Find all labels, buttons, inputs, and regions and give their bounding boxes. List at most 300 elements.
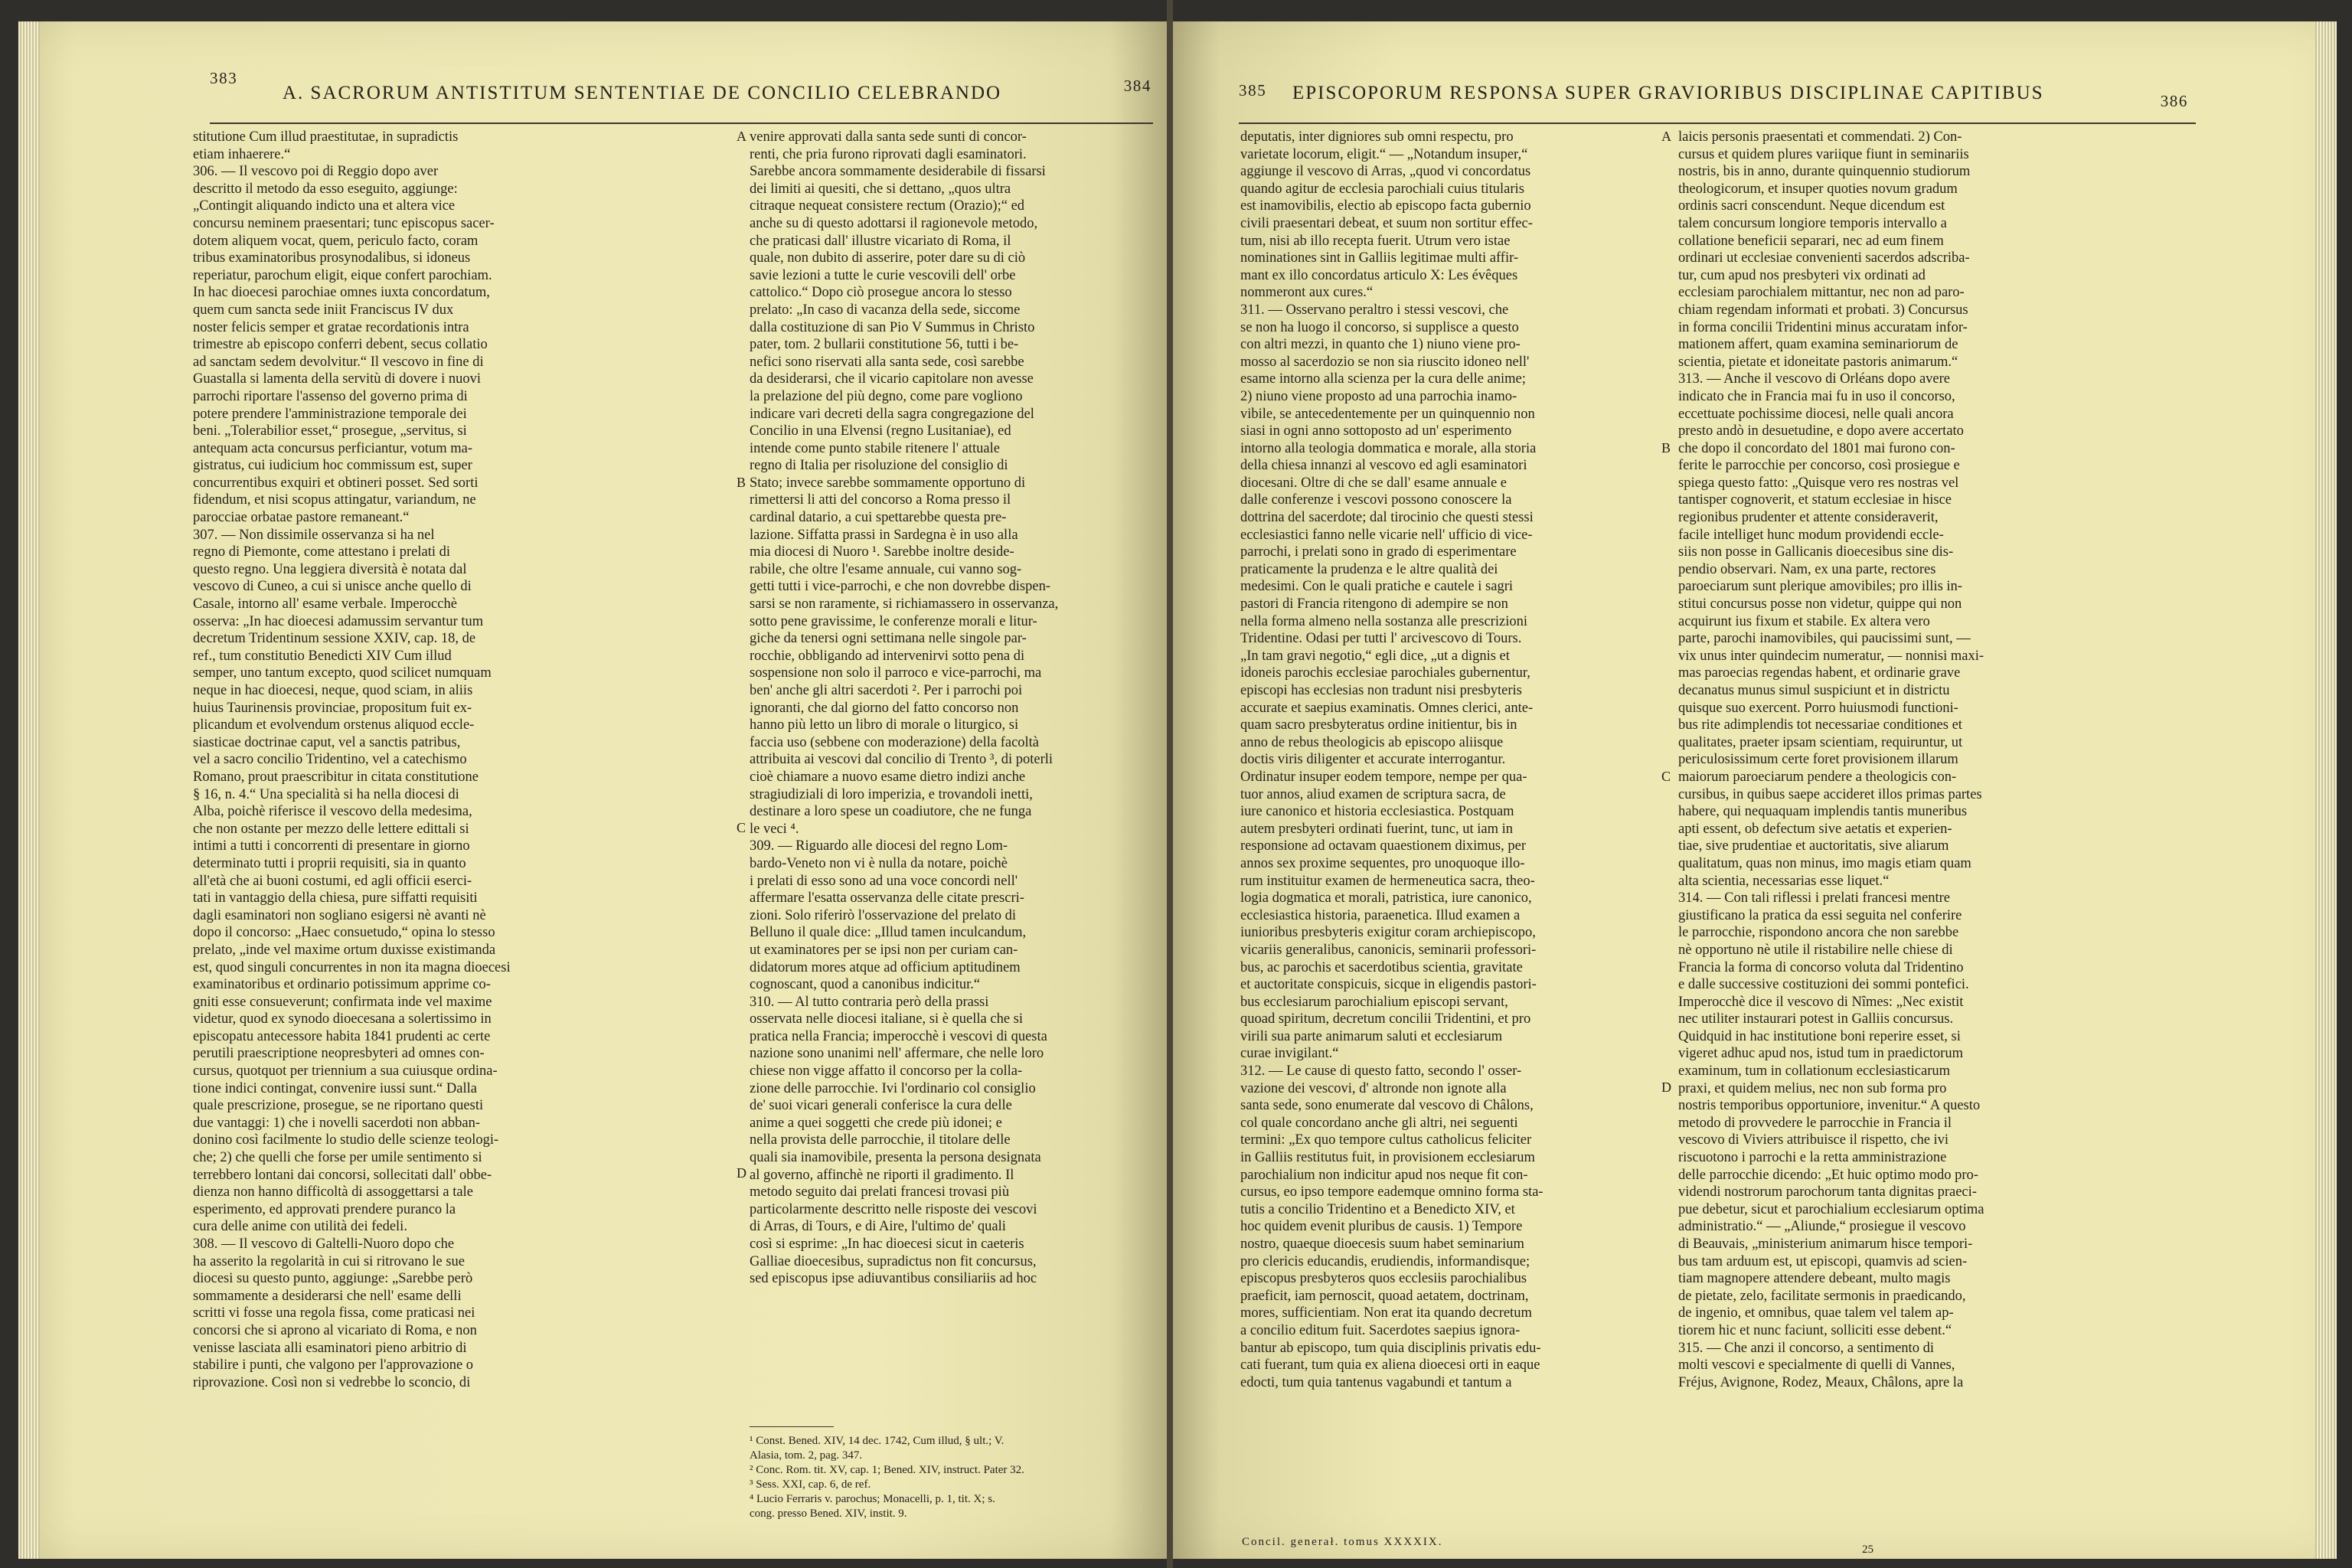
text-line: de ingenio, et omnibus, quae talem vel talem ap-: [1678, 1305, 1954, 1321]
text-line: diocesi su questo punto, aggiunge: „Sarebbe però: [193, 1271, 473, 1287]
text-line: giche da tenersi ogni settimana nelle singole par-: [750, 631, 1027, 647]
text-line: mores, sufficientiam. Non erat ita quando decretum: [1240, 1305, 1532, 1321]
text-line: ut examinatores per se ipsi non per curiam can-: [750, 942, 1018, 958]
text-line: noster felicis semper et gratae recordationis intra: [193, 319, 469, 335]
text-line: sotto pene gravissime, le conferenze morali e litur-: [750, 613, 1037, 629]
text-column-left: [193, 129, 580, 1391]
text-line: da desiderarsi, che il vicario capitolare non avesse: [750, 371, 1034, 387]
left-page: [18, 21, 1167, 1559]
text-line: nazione sono unanimi nell' affermare, che nelle loro: [750, 1046, 1044, 1062]
text-line: savie lezioni a tutte le curie vescovili dell' orbe: [750, 267, 1016, 283]
text-line: medesimi. Con le quali pratiche e cautele i sagri: [1240, 579, 1513, 595]
text-line: ref., tum constitutio Benedicti XIV Cum illud: [193, 648, 452, 664]
footnote: ³ Sess. XXI, cap. 6, de ref.: [750, 1478, 871, 1491]
text-line: nefici sono riservati alla santa sede, così sarebbe: [750, 354, 1024, 370]
footnote: ¹ Const. Bened. XIV, 14 dec. 1742, Cum illud, § ult.; V.: [750, 1435, 1004, 1447]
text-line: 311. — Osservano peraltro i stessi vescovi, che: [1240, 302, 1509, 318]
text-column-left: [1240, 129, 1650, 1391]
text-line: est inamovibilis, electio ab episcopo facta gubernio: [1240, 198, 1531, 214]
text-line: mia diocesi di Nuoro ¹. Sarebbe inoltre deside-: [750, 544, 1014, 560]
book-gutter: [1167, 0, 1173, 1568]
text-line: ferite le parrocchie per concorso, così prosiegue e: [1678, 458, 1960, 474]
text-line: perutili praescriptione neopresbyteri ad omnes con-: [193, 1046, 485, 1062]
margin-letter: C: [737, 820, 746, 835]
text-line: reperiatur, parochum eligit, eique confert parochiam.: [193, 267, 492, 283]
text-line: hanno più letto un libro di morale o liturgico, si: [750, 717, 1019, 733]
text-line: concorsi che si aprono al vicariato di Roma, e non: [193, 1322, 477, 1338]
text-line: decanatus munus simul suspiciunt et in districtu: [1678, 683, 1950, 698]
text-line: vicariis generalibus, canonicis, seminarii professori-: [1240, 942, 1537, 958]
text-line: de' suoi vicari generali conferisce la cura delle: [750, 1098, 1012, 1114]
text-line: annos sex proxime sequentes, pro unoquoque illo-: [1240, 855, 1525, 871]
text-line: vel a sacro concilio Tridentino, vel a catechismo: [193, 752, 467, 768]
text-line: quale prescrizione, prosegue, se ne riportano questi: [193, 1098, 484, 1114]
text-line: destinare a loro spese un coadiutore, che ne funga: [750, 804, 1032, 820]
text-line: anime a quei soggetti che crede più idonei; e: [750, 1115, 1002, 1131]
text-line: prelato: „In caso di vacanza della sede, siccome: [750, 302, 1021, 318]
text-line: semper, uno tantum excepto, quod scilicet numquam: [193, 665, 492, 681]
text-line: giustificano la pratica da essi seguita nel conferire: [1678, 907, 1962, 923]
text-line: nella forma almeno nella sostanza alle prescrizioni: [1240, 613, 1527, 629]
signature-mark: Concil. generał. tomus XXXXIX.: [1242, 1536, 1443, 1548]
text-line: ordinis sacri conscendunt. Neque dicendum est: [1678, 198, 1945, 214]
margin-letter: A: [1661, 129, 1671, 144]
text-line: Fréjus, Avignone, Rodez, Meaux, Châlons, apre la: [1678, 1374, 1964, 1390]
text-line: vazione dei vescovi, d' altronde non ignote alla: [1240, 1080, 1507, 1096]
text-line: tiam magnopere attendere debeant, multo magis: [1678, 1271, 1951, 1287]
text-line: eccettuate pochissime diocesi, nelle quali ancora: [1678, 406, 1954, 422]
text-line: episcopi has ecclesias non tradunt nisi presbyteris: [1240, 683, 1522, 698]
text-line: sospensione non solo il parroco e vice-parrochi, ma: [750, 665, 1042, 681]
text-line: ben' anche gli altri sacerdoti ². Per i parrochi poi: [750, 683, 1023, 698]
text-line: Romano, prout praescribitur in citata constitutione: [193, 769, 479, 785]
text-line: dienza non hanno difficoltà di assoggettarsi a tale: [193, 1184, 473, 1200]
text-line: siis non posse in Gallicanis dioecesibus sine dis-: [1678, 544, 1954, 560]
text-line: venire approvati dalla santa sede sunti di concor-: [750, 129, 1027, 145]
text-line: laicis personis praesentati et commendati. 2) Con-: [1678, 129, 1962, 145]
text-line: edocti, tum quia tantenus vagabundi et tantum a: [1240, 1374, 1512, 1390]
text-line: Tridentine. Odasi per tutti l' arcivescovo di Tours.: [1240, 631, 1522, 647]
text-line: gniti esse consueverunt; confirmata inde vel maxime: [193, 994, 492, 1010]
text-line: bus, ac parochis et sacerdotibus scientia, gravitate: [1240, 959, 1523, 975]
text-line: indicare vari decreti della sagra congregazione del: [750, 406, 1034, 422]
text-line: sommamente a desiderarsi che nell' esame delli: [193, 1288, 462, 1304]
text-line: administratio.“ — „Aliunde,“ prosiegue il vescovo: [1678, 1219, 1966, 1235]
text-line: vibile, se antecedentemente per un quinquennio non: [1240, 406, 1535, 422]
text-line: metodo di provvedere le parrocchie in Francia il: [1678, 1115, 1952, 1131]
text-line: intorno alla teologia dommatica e morale, alla storia: [1240, 440, 1537, 456]
text-line: 313. — Anche il vescovo di Orléans dopo avere: [1678, 371, 1951, 387]
page-number: 383: [210, 69, 238, 87]
text-line: Concilio in una Elvensi (regno Lusitaniae), ed: [750, 423, 1011, 439]
text-line: mosso al sacerdozio se non sia riuscito idoneo nell': [1240, 354, 1530, 370]
text-line: autem presbyteri ordinati fuerint, tunc, ut iam in: [1240, 821, 1514, 837]
text-line: le veci ⁴.: [750, 821, 799, 837]
margin-letter: C: [1661, 769, 1671, 784]
text-line: quisque suo exercent. Porro huiusmodi functioni-: [1678, 700, 1958, 716]
text-line: parocciae orbatae pastore remaneant.“: [193, 510, 410, 526]
margin-letter: B: [737, 475, 746, 490]
text-line: getti tutti i vice-parrochi, e che non dovrebbe dispen-: [750, 579, 1050, 595]
text-line: osservata nelle diocesi italiane, si è quella che si: [750, 1011, 1024, 1027]
text-line: mas paroecias regendas habent, et ordinarie grave: [1678, 665, 1961, 681]
text-line: delle parrocchie dicendo: „Et huic optimo modo pro-: [1678, 1167, 1978, 1183]
text-line: Alba, poichè riferisce il vescovo della medesima,: [193, 804, 472, 820]
text-line: iure canonico et historia ecclesiastica. Postquam: [1240, 804, 1514, 820]
page-number: 385: [1239, 81, 1267, 100]
text-line: stitutione Cum illud praestitutae, in supradictis: [193, 129, 459, 145]
text-line: videtur, quod ex synodo dioecesana a solertissimo in: [193, 1011, 492, 1027]
footnote-rule: [750, 1426, 834, 1427]
text-line: della chiesa innanzi al vescovo ed agli esaminatori: [1240, 458, 1527, 474]
text-line: cioè chiamare a nuovo esame dietro indizi anche: [750, 769, 1026, 785]
text-line: bus ecclesiarum parochialium episcopi servant,: [1240, 994, 1508, 1010]
text-line: santa sede, sono enumerate dal vescovo di Châlons,: [1240, 1098, 1534, 1114]
text-line: a concilio editum fuit. Sacerdotes saepius ignora-: [1240, 1322, 1521, 1338]
text-line: quoad spiritum, decretum concilii Tridentini, et pro: [1240, 1011, 1531, 1027]
text-line: paroeciarum sunt plerique amovibiles; pro illis in-: [1678, 579, 1962, 595]
text-line: virili sua parte animarum saluti et ecclesiarum: [1240, 1028, 1503, 1044]
text-line: tutis a concilio Tridentino et a Benedicto XIV, et: [1240, 1201, 1515, 1217]
text-line: che; 2) che quelli che forse per umile sentimento si: [193, 1150, 482, 1166]
text-line: 2) niuno viene proposto ad una parrochia inamo-: [1240, 388, 1517, 404]
text-line: alta scientia, necessarias esse liquet.“: [1678, 873, 1890, 889]
text-line: nostro, quaeque dioecesis suum habet seminarium: [1240, 1236, 1524, 1252]
text-line: di Arras, di Tours, e di Aire, l'ultimo de' quali: [750, 1219, 1006, 1235]
text-line: didatorum mores atque ad officium aptitudinem: [750, 959, 1021, 975]
text-line: rocchie, obbligando ad intervenirvi sotto pena di: [750, 648, 1025, 664]
text-line: mant ex illo concordatus articulo X: Les évêques: [1240, 267, 1518, 283]
text-line: qualitatum, quas non minus, imo magis etiam quam: [1678, 855, 1971, 871]
text-line: tati in vantaggio della chiesa, pure siffatti requisiti: [193, 890, 478, 906]
text-line: bus tam arduum est, ut episcopi, quamvis ad scien-: [1678, 1253, 1968, 1269]
text-line: i prelati di esso sono ad una voce concordi nell': [750, 873, 1018, 889]
text-line: bus rite adimplendis tot necessariae conditiones et: [1678, 717, 1962, 733]
text-line: e dalle successive costituzioni dei sommi pontefici.: [1678, 977, 1969, 993]
text-line: dopo il concorso: „Haec consuetudo,“ opina lo stesso: [193, 925, 495, 941]
text-line: nommeront aux cures.“: [1240, 285, 1374, 301]
margin-letter: B: [1661, 440, 1671, 456]
page-edge: [2315, 21, 2337, 1559]
text-line: habere, qui nequaquam implendis tantis muneribus: [1678, 804, 1968, 820]
text-line: donino così facilmente lo studio delle scienze teologi-: [193, 1132, 499, 1148]
head-rule: [1239, 122, 2196, 124]
text-line: ignoranti, che dal giorno del fatto concorso non: [750, 700, 1019, 716]
text-line: decretum Tridentinum sessione XXIV, cap. 18, de: [193, 631, 476, 647]
text-line: Casale, intorno all' esame verbale. Imperocchè: [193, 596, 457, 612]
text-line: tione indici contingat, convenire iussi sunt.“ Dalla: [193, 1080, 477, 1096]
text-line: questo regno. Una leggiera diversità è notata dal: [193, 561, 467, 577]
text-line: osserva: „In hac dioecesi adamussim servantur tum: [193, 613, 484, 629]
text-line: examinatoribus et ordinario potissimum apprime co-: [193, 977, 491, 993]
text-line: nè opportuno nè utile il ristabilire nelle chiese di: [1678, 942, 1953, 958]
text-line: che dopo il concordato del 1801 mai furono con-: [1678, 440, 1955, 456]
text-line: prelato, „inde vel maxime ortum duxisse existimanda: [193, 942, 496, 958]
text-line: tuor annos, aliud examen de scriptura sacra, de: [1240, 786, 1506, 802]
text-line: deputatis, inter digniores sub omni respectu, pro: [1240, 129, 1514, 145]
text-line: scritti vi fosse una regola fissa, come praticasi nei: [193, 1305, 475, 1321]
text-line: dottrina del sacerdote; dal tirocinio che questi stessi: [1240, 510, 1534, 526]
text-line: tantisper cognoverit, et statum ecclesiae in hisce: [1678, 492, 1952, 508]
text-line: cardinal datario, a cui spettarebbe questa pre-: [750, 510, 1007, 526]
text-line: responsione ad octavam quaestionem diximus, per: [1240, 838, 1526, 854]
text-line: scientia, pietate et idoneitate pastoris animarum.“: [1678, 354, 1958, 370]
text-line: bantur ab episcopo, tum quia disciplinis privatis edu-: [1240, 1340, 1541, 1356]
text-line: chiese non vigge affatto il concorso per la colla-: [750, 1063, 1023, 1080]
text-line: le parrocchie, rispondono ancora che non sarebbe: [1678, 925, 1959, 941]
text-line: vix unus inter quindecim numeratur, — nonnisi maxi-: [1678, 648, 1984, 664]
text-line: zioni. Solo riferirò l'osservazione del prelato di: [750, 907, 1017, 923]
text-line: civili praesentari debeat, et suum non sortitur effec-: [1240, 215, 1533, 231]
text-line: 315. — Che anzi il concorso, a sentimento di: [1678, 1340, 1934, 1356]
text-line: potere prendere l'amministrazione temporale dei: [193, 406, 467, 422]
text-line: siasi in ogni anno sottoposto ad un' esperimento: [1240, 423, 1512, 439]
text-line: videndi nostrorum parochorum tanta dignitas praeci-: [1678, 1184, 1977, 1200]
text-line: plicandum et evolvendum orstenus aliquod eccle-: [193, 717, 475, 733]
text-line: quem cum sancta sede iniit Franciscus IV dux: [193, 302, 454, 318]
text-line: venisse lasciata alli esaminatori pieno arbitrio di: [193, 1340, 467, 1356]
text-line: la prelazione del più degno, come pare vogliono: [750, 388, 1023, 404]
text-line: ecclesiastica historia, paraenetica. Illud examen a: [1240, 907, 1521, 923]
text-line: in Galliis restitutus fuit, in provisionem ecclesiarum: [1240, 1150, 1535, 1166]
text-line: examinum, tum in collationum ecclesiasticarum: [1678, 1063, 1950, 1080]
text-line: tiorem hic et nunc faciunt, solliciti esse debent.“: [1678, 1322, 1952, 1338]
text-line: presto andò in desuetudine, e dopo avere accertato: [1678, 423, 1964, 439]
text-line: pro clericis educandis, erudiendis, informandisque;: [1240, 1253, 1530, 1269]
text-line: chiam regendam informati et probati. 3) Concursus: [1678, 302, 1968, 318]
text-line: et auctoritate conspicuis, sicque in eligendis pastori-: [1240, 977, 1537, 993]
text-line: neque in hac dioecesi, neque, quod sciam, in aliis: [193, 683, 473, 698]
text-line: siasticae doctrinae caput, vel a sanctis patribus,: [193, 734, 461, 750]
text-line: regionibus prudenter et attente consideraverit,: [1678, 510, 1939, 526]
page-number: 384: [1123, 77, 1152, 95]
text-line: riprovazione. Così non si vedrebbe lo sconcio, di: [193, 1374, 471, 1390]
text-line: iunioribus presbyteris exigitur coram archiepiscopo,: [1240, 925, 1536, 941]
text-line: Guastalla si lamenta della servitù di dovere i nuovi: [193, 371, 482, 387]
text-line: episcopatu antecessore habita 1841 prudenti ac certe: [193, 1028, 491, 1044]
text-line: quam sacro presbyteratus ordine initientur, bis in: [1240, 717, 1517, 733]
text-line: molti vescovi e specialmente di quelli di Vannes,: [1678, 1357, 1955, 1374]
text-line: determinato tutti i proprii requisiti, sia in quanto: [193, 855, 466, 871]
text-line: cursibus, in quibus saepe accideret illos primas partes: [1678, 786, 1982, 802]
text-line: nostris, bis in anno, durante quinquennio studiorum: [1678, 164, 1971, 180]
page-edge: [18, 21, 40, 1559]
text-line: anno de rebus theologicis ab episcopo aliisque: [1240, 734, 1504, 750]
text-line: 309. — Riguardo alle diocesi del regno Lom-: [750, 838, 1008, 854]
text-line: esame intorno alla scienza per la cura delle anime;: [1240, 371, 1526, 387]
text-line: stitui concursus posse non videtur, quippe qui non: [1678, 596, 1962, 612]
text-line: pue debetur, sicut et parochialium ecclesiarum optima: [1678, 1201, 1984, 1217]
text-line: riscuotono i parrochi e la retta amministrazione: [1678, 1150, 1947, 1166]
text-line: bardo-Veneto non vi è nulla da notare, poichè: [750, 855, 1008, 871]
text-line: „Contingit aliquando indicto una et altera vice: [193, 198, 456, 214]
text-line: mationem affert, quam examina seminariorum de: [1678, 337, 1958, 353]
text-line: talem concursum longiore temporis intervallo a: [1678, 215, 1947, 231]
text-line: sarsi se non raramente, si richiamassero in osservanza,: [750, 596, 1059, 612]
text-line: parrochi, i prelati sono in grado di esperimentare: [1240, 544, 1517, 560]
text-line: est, quod singuli concurrentes in non ita magna dioecesi: [193, 959, 511, 975]
text-line: Belluno il quale dice: „Illud tamen inculcandum,: [750, 925, 1027, 941]
text-line: particolarmente descritto nelle risposte dei vescovi: [750, 1201, 1037, 1217]
text-line: rabile, che oltre l'esame annuale, cui vanno sog-: [750, 561, 1022, 577]
text-line: spiega questo fatto: „Quisque vero res nostras vel: [1678, 475, 1959, 491]
text-line: acquirunt ius fixum et stabile. Ex altera vero: [1678, 613, 1930, 629]
text-line: 308. — Il vescovo di Galtelli-Nuoro dopo che: [193, 1236, 455, 1252]
text-line: doctis viris diligenter et accurate interrogantur.: [1240, 752, 1506, 768]
text-line: indicato che in Francia mai fu in uso il concorso,: [1678, 388, 1955, 404]
text-line: nec utiliter instaurari potest in Galliis concursus.: [1678, 1011, 1954, 1027]
text-line: parochialium non indicitur apud nos neque fit con-: [1240, 1167, 1528, 1183]
text-line: 307. — Non dissimile osservanza si ha nel: [193, 527, 435, 543]
text-line: § 16, n. 4.“ Una specialità si ha nella diocesi di: [193, 786, 459, 802]
text-line: Sarebbe ancora sommamente desiderabile di fissarsi: [750, 164, 1046, 180]
text-line: vescovo di Viviers attribuisce il rispetto, che ivi: [1678, 1132, 1949, 1148]
text-line: logia dogmatica et morali, patristica, iure canonico,: [1240, 890, 1532, 906]
text-line: maiorum paroeciarum pendere a theologicis con-: [1678, 769, 1957, 785]
text-line: al governo, affinchè ne riporti il gradimento. Il: [750, 1167, 1014, 1183]
text-line: diocesani. Oltre di che se dall' esame annuale e: [1240, 475, 1508, 491]
text-line: accurate et saepius examinatis. Omnes clerici, ante-: [1240, 700, 1534, 716]
text-column-right: [1678, 129, 2092, 1391]
text-line: quali sia inamovibile, presenta la persona designata: [750, 1150, 1041, 1166]
text-line: Stato; invece sarebbe sommamente opportuno di: [750, 475, 1026, 491]
text-line: all'età che ai buoni costumi, ed agli officii eserci-: [193, 873, 472, 889]
text-line: dalle conferenze i vescovi possono conoscere la: [1240, 492, 1512, 508]
page-number: 386: [2160, 92, 2188, 110]
text-line: praxi, et quidem melius, nec non sub forma pro: [1678, 1080, 1947, 1096]
text-line: nella provista delle parrocchie, il titolare delle: [750, 1132, 1011, 1148]
footnote: ⁴ Lucio Ferraris v. parochus; Monacelli, p. 1, tit. X; s.: [750, 1493, 995, 1505]
text-line: col quale concordano anche gli altri, nei seguenti: [1240, 1115, 1518, 1131]
text-line: gistratus, cui iudicium hoc commissum est, super: [193, 458, 472, 474]
text-line: theologicorum, et insuper quoties novum gradum: [1678, 181, 1958, 197]
text-line: parrochi riportare l'assenso del governo prima di: [193, 388, 468, 404]
text-line: Galliae dioecesibus, supradictus non fit concursus,: [750, 1253, 1037, 1269]
text-line: tiae, sive prudentiae et auctoritatis, sive aliarum: [1678, 838, 1949, 854]
text-line: tum, nisi ab illo recepta fuerit. Utrum vero istae: [1240, 233, 1511, 249]
text-line: rum instituitur examen de hermeneutica sacra, theo-: [1240, 873, 1535, 889]
running-head-title: A. SACRORUM ANTISTITUM SENTENTIAE DE CONCILIO CELEBRANDO: [283, 83, 1002, 103]
text-line: rimettersi li atti del concorso a Roma presso il: [750, 492, 1011, 508]
text-line: In hac dioecesi parochiae omnes iuxta concordatum,: [193, 285, 490, 301]
text-line: di Beauvais, „ministerium animarum hisce tempori-: [1678, 1236, 1973, 1252]
text-line: che non ostante per mezzo delle lettere edittali si: [193, 821, 469, 837]
text-line: pastori di Francia ritengono di adempire se non: [1240, 596, 1508, 612]
text-line: descritto il metodo da esso eseguito, aggiunge:: [193, 181, 458, 197]
text-line: cattolico.“ Dopo ciò prosegue ancora lo stesso: [750, 285, 1012, 301]
text-line: Imperocchè dice il vescovo di Nîmes: „Nec existit: [1678, 994, 1964, 1010]
text-line: metodo seguito dai prelati francesi trovasi più: [750, 1184, 1010, 1200]
text-line: apti essent, ob defectum sive aetatis et experien-: [1678, 821, 1952, 837]
text-line: esperimento, ed approvati prendere puranco la: [193, 1201, 456, 1217]
text-line: huius Taurinensis provinciae, propositum fuit ex-: [193, 700, 472, 716]
text-line: antequam acta concursus perficiantur, votum ma-: [193, 440, 473, 456]
text-line: tribus examinatoribus prosynodalibus, si idoneus: [193, 250, 471, 266]
text-line: 306. — Il vescovo poi di Reggio dopo aver: [193, 164, 439, 180]
right-page: [1173, 21, 2337, 1559]
text-line: nominationes sint in Galliis legitimae multi affir-: [1240, 250, 1519, 266]
text-line: renti, che pria furono riprovati dagli esaminatori.: [750, 146, 1027, 162]
text-line: dagli esaminatori non sogliano esigersi nè avanti nè: [193, 907, 486, 923]
text-line: stabilire i punti, che valgono per l'approvazione o: [193, 1357, 474, 1374]
text-line: intende come punto stabile ritenere l' attuale: [750, 440, 1000, 456]
text-line: ecclesiastici fanno nelle vicarie nell' ufficio di vice-: [1240, 527, 1533, 543]
text-line: concurrentibus exquiri et obtineri posset. Sed sorti: [193, 475, 479, 491]
text-line: aggiunge il vescovo di Arras, „quod vi concordatus: [1240, 164, 1531, 180]
text-line: cursus, eo ipso tempore eademque omnino forma sta-: [1240, 1184, 1544, 1200]
text-line: ordinari ut ecclesiae convenienti sacerdos adscriba-: [1678, 250, 1970, 266]
text-line: se non ha luogo il concorso, si supplisce a questo: [1240, 319, 1519, 335]
text-line: pendio observari. Nam, ex una parte, rectores: [1678, 561, 1936, 577]
text-line: collatione beneficii separari, nec ad eum finem: [1678, 233, 1944, 249]
text-line: idoneis parochis ecclesiae parochiales gubernentur,: [1240, 665, 1530, 681]
text-line: quale, non dubito di asserire, poter dare su di ciò: [750, 250, 1026, 266]
text-line: che praticasi dall' illustre vicariato di Roma, il: [750, 233, 1011, 249]
footnote: ² Conc. Rom. tit. XV, cap. 1; Bened. XIV, instruct. Pater 32.: [750, 1464, 1024, 1476]
text-line: vescovo di Cuneo, a cui si unisce anche quello di: [193, 579, 472, 595]
text-line: episcopus presbyteros quos ecclesiis parochialibus: [1240, 1271, 1527, 1287]
head-rule: [210, 122, 1153, 124]
text-line: praticamente la prudenza e le altre qualità dei: [1240, 561, 1498, 577]
text-line: pratica nella Francia; imperocchè i vescovi di questa: [750, 1028, 1047, 1044]
text-line: dotem aliquem vocat, quem, periculo facto, coram: [193, 233, 479, 249]
text-line: dei limiti ai quesiti, che si dettano, „quos ultra: [750, 181, 1011, 197]
text-line: cura delle anime con utilità dei fedeli.: [193, 1219, 407, 1235]
text-line: con altri mezzi, in quanto che 1) niuno viene pro-: [1240, 337, 1521, 353]
text-line: cursus, quotquot per triennium a sua cuiusque ordina-: [193, 1063, 498, 1080]
text-line: citraque nequeat consistere rectum (Orazio);“ ed: [750, 198, 1025, 214]
text-line: sed episcopus ipse adiuvantibus consiliariis ad hoc: [750, 1271, 1037, 1287]
text-line: regno di Italia per risoluzione del consiglio di: [750, 458, 1008, 474]
text-line: due vantaggi: 1) che i novelli sacerdoti non abban-: [193, 1115, 481, 1131]
text-line: qualitates, praeter ipsam scientiam, requiruntur, ut: [1678, 734, 1963, 750]
text-line: nostris temporibus opportuniore, invenitur.“ A questo: [1678, 1098, 1981, 1114]
text-line: cognoscant, quod a canonibus indicitur.“: [750, 977, 981, 993]
text-line: attribuita ai vescovi dal concilio di Trento ³, di poterli: [750, 752, 1054, 768]
margin-letter: D: [737, 1165, 746, 1181]
text-line: quando agitur de ecclesia parochiali cuius titularis: [1240, 181, 1524, 197]
text-line: praeficit, iam pernoscit, quoad aetatem, doctrinam,: [1240, 1288, 1529, 1304]
text-line: Francia la forma di concorso voluta dal Tridentino: [1678, 959, 1964, 975]
text-line: etiam inhaerere.“: [193, 146, 291, 162]
text-line: così si esprime: „In hac dioecesi sicut in caeteris: [750, 1236, 1024, 1252]
text-line: terrebbero lontani dai concorsi, sollecitati dall' obbe-: [193, 1167, 492, 1183]
text-line: concursu neminem praesentari; tunc episcopus sacer-: [193, 215, 495, 231]
text-line: ha asserito la regolarità in cui si ritrovano le sue: [193, 1253, 465, 1269]
text-line: hoc quidem evenit pluribus de causis. 1) Tempore: [1240, 1219, 1523, 1235]
text-line: cati fuerant, tum quia ex aliena dioecesi orti in eaque: [1240, 1357, 1540, 1374]
text-line: zione delle parrocchie. Ivi l'ordinario col consiglio: [750, 1080, 1036, 1096]
text-line: trimestre ab episcopo conferri debent, secus collatio: [193, 337, 488, 353]
text-line: faccia uso (sebbene con moderazione) della facoltà: [750, 734, 1040, 750]
text-line: „In tam gravi negotio,“ egli dice, „ut a dignis et: [1240, 648, 1510, 664]
text-line: beni. „Tolerabilior esset,“ prosegue, „servitus, si: [193, 423, 467, 439]
footnotes: [750, 1434, 1148, 1521]
text-line: varietate locorum, eligit.“ — „Notandum insuper,“: [1240, 146, 1528, 162]
text-line: regno di Piemonte, come attestano i prelati di: [193, 544, 450, 560]
text-line: fidendum, et nisi scopus attingatur, variandum, ne: [193, 492, 476, 508]
text-line: cursus et quidem plures variique fiunt in seminariis: [1678, 146, 1969, 162]
text-line: 310. — Al tutto contraria però della prassi: [750, 994, 989, 1010]
margin-letter: D: [1661, 1080, 1671, 1095]
text-line: periculosissimum certe foret provisionem illarum: [1678, 752, 1958, 768]
running-head-title: EPISCOPORUM RESPONSA SUPER GRAVIORIBUS DISCIPLINAE CAPITIBUS: [1292, 83, 2044, 103]
text-line: facile intelliget hunc modum providendi eccle-: [1678, 527, 1944, 543]
text-line: vigeret adhuc apud nos, istud tum in praedictorum: [1678, 1046, 1963, 1062]
text-line: parte, parochi inamovibiles, qui paucissimi sunt, —: [1678, 631, 1971, 647]
text-line: 314. — Con tali riflessi i prelati francesi mentre: [1678, 890, 1950, 906]
margin-letter: A: [737, 129, 746, 144]
